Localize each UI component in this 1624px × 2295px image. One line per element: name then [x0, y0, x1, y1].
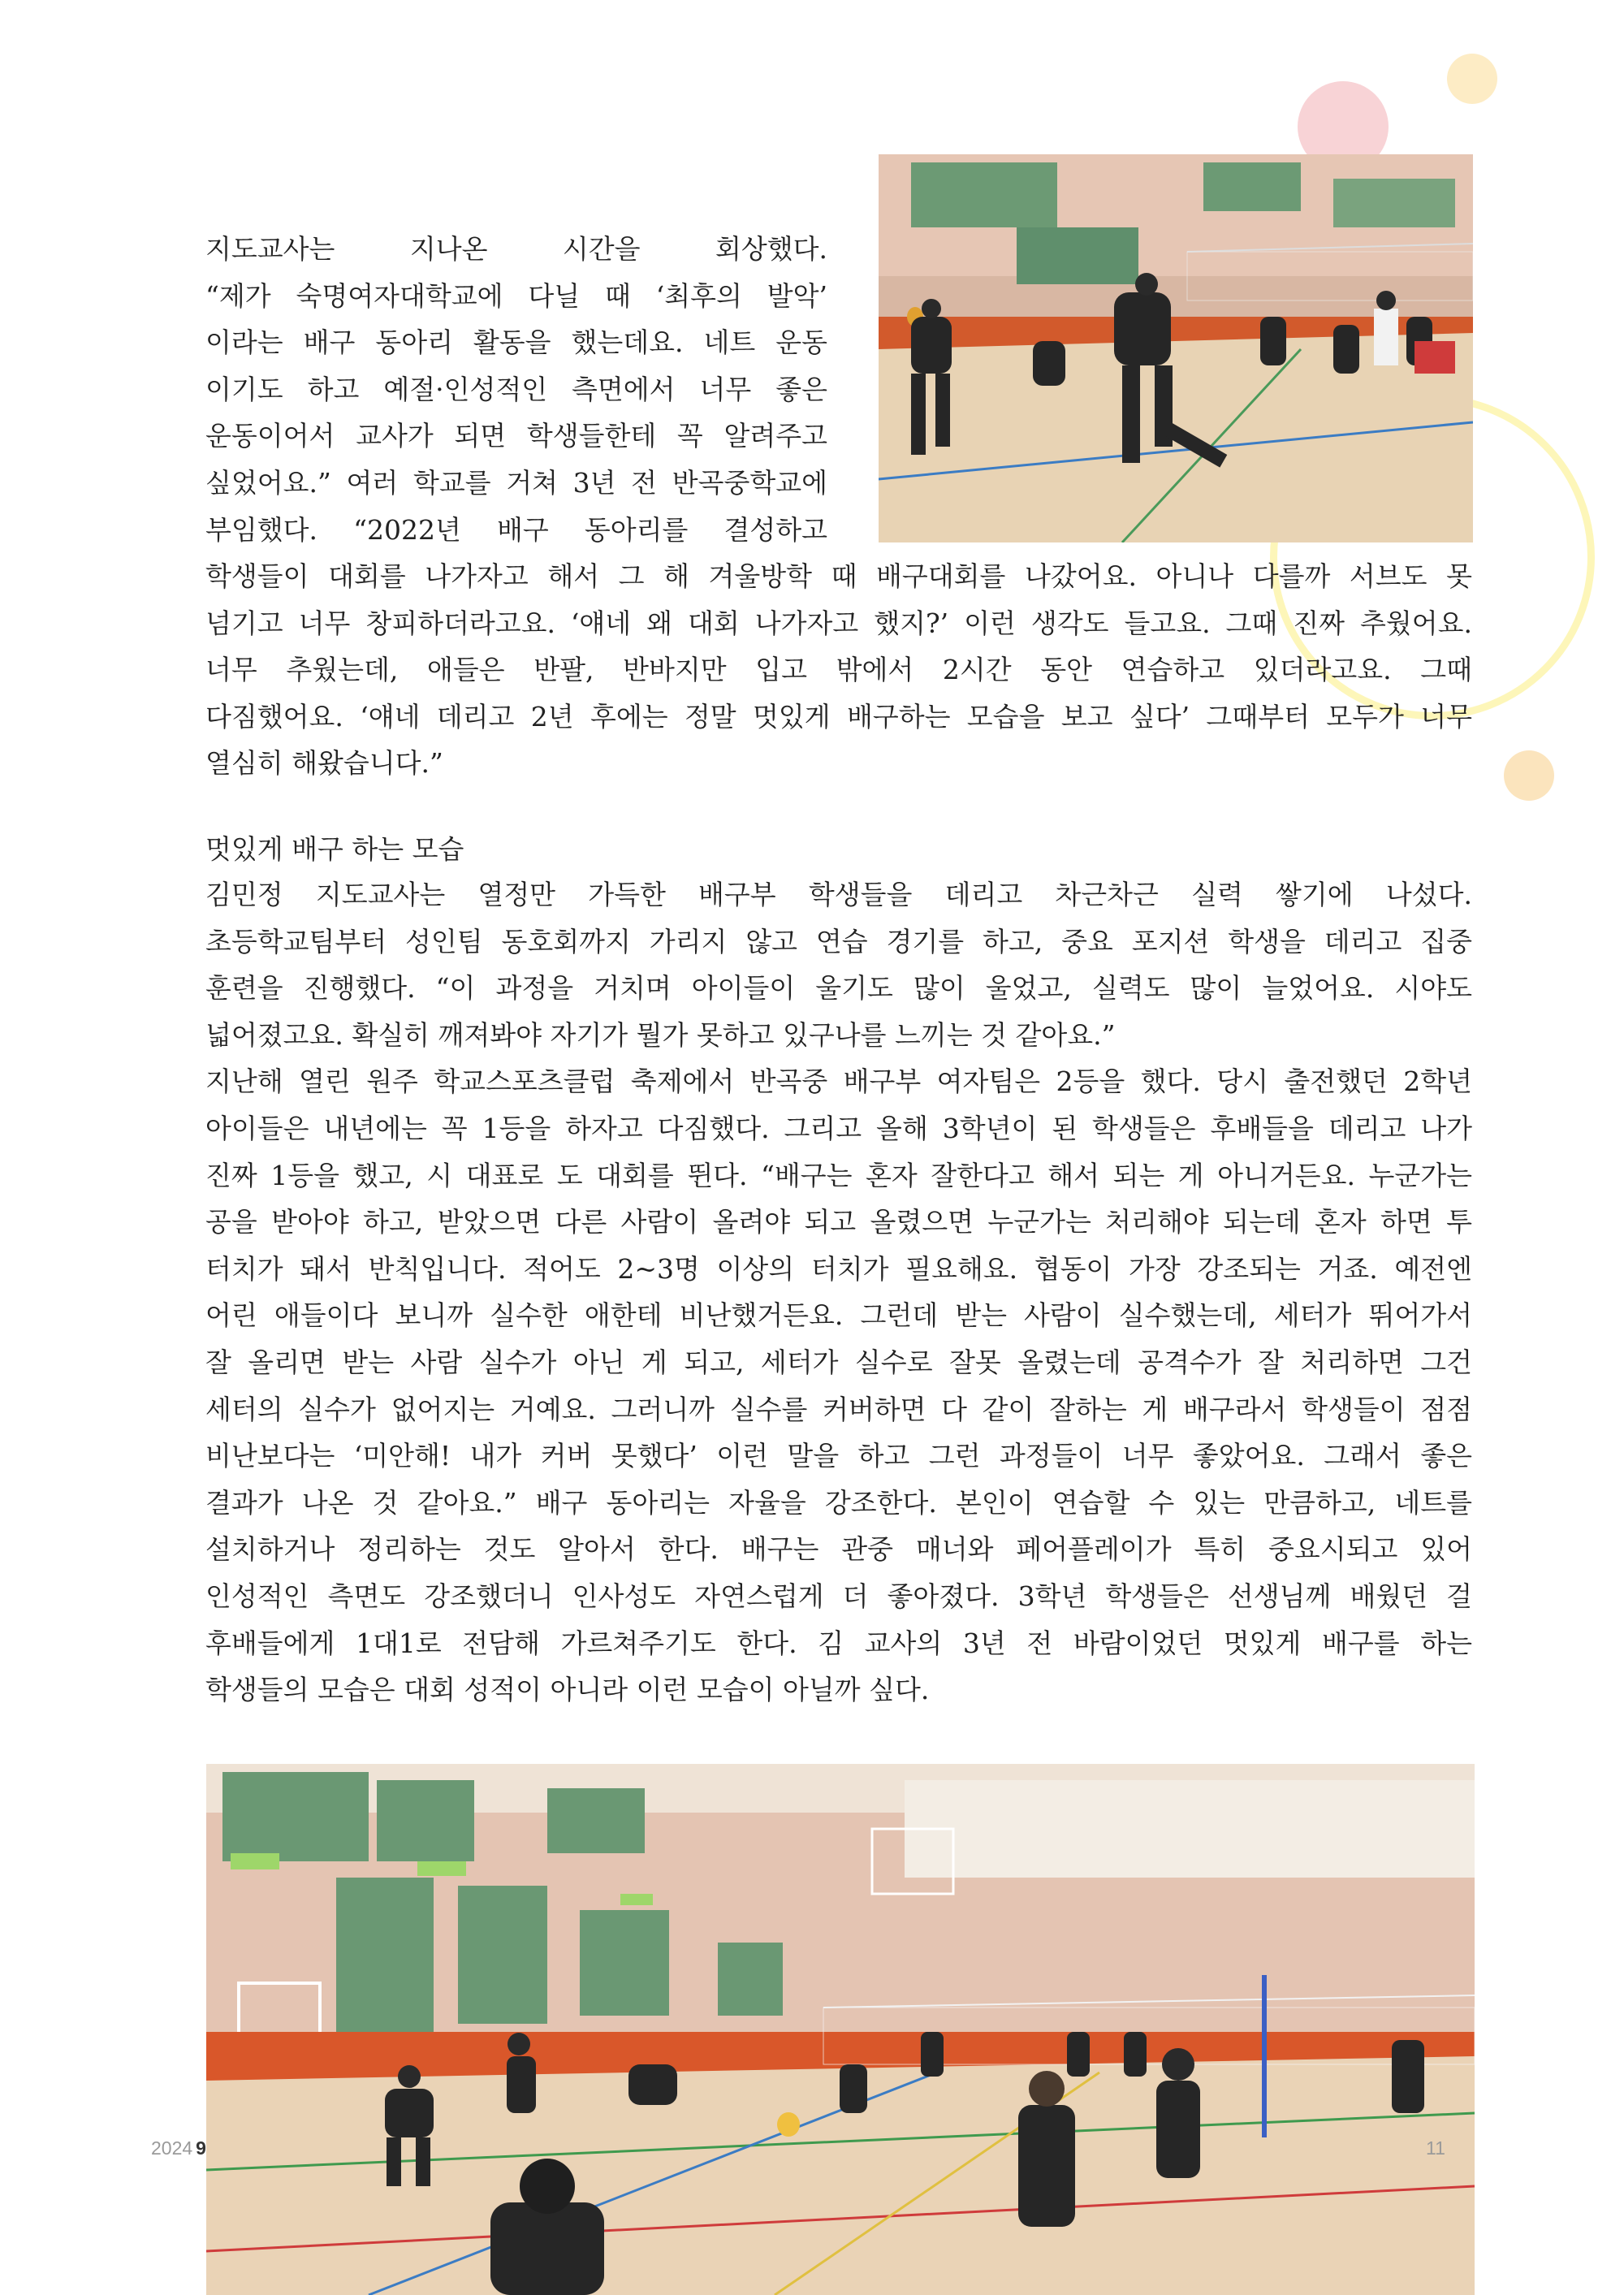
- text-line: 학생들이 대회를 나가자고 해서 그 해 겨울방학 때 배구대회를 나갔어요. 아니나 다를까 서브도 못: [205, 560, 1472, 592]
- text-line: 아이들은 내년에는 꼭 1등을 하자고 다짐했다. 그리고 올해 3학년이 된 학생들은 후배들을 데리고 나가: [205, 1112, 1472, 1144]
- text-line: 공을 받아야 하고, 받았으면 다른 사람이 올려야 되고 올렸으면 누군가는 처리해야 되는데 혼자 하면 투: [205, 1206, 1472, 1238]
- text-line: 진짜 1등을 했고, 시 대표로 도 대회를 뛴다. “배구는 혼자 잘한다고 해서 되는 게 아니거든요. 누군가는: [205, 1159, 1472, 1191]
- text-line: 열심히 해왔습니다.”: [205, 747, 443, 780]
- text-line: “제가 숙명여자대학교에 다닐 때 ‘최후의 발악’: [205, 279, 827, 312]
- text-line: 설치하거나 정리하는 것도 알아서 한다. 배구는 관중 매너와 페어플레이가 특히 중요시되고 있어: [205, 1533, 1472, 1566]
- text-line: 부임했다. “2022년 배구 동아리를 결성하고: [205, 513, 827, 546]
- text-line: 김민정 지도교사는 열정만 가득한 배구부 학생들을 데리고 차근차근 실력 쌓기에 나섰다.: [205, 879, 1472, 910]
- page-number: 11: [1426, 2137, 1445, 2159]
- text-line: 넓어졌고요. 확실히 깨져봐야 자기가 뭘가 못하고 있구나를 느끼는 것 같아요.”: [205, 1018, 1116, 1051]
- text-line: 잘 올리면 받는 사람 실수가 아닌 게 되고, 세터가 실수로 잘못 올렸는데 공격수가 잘 처리하면 그건: [205, 1346, 1472, 1378]
- paragraph-main: [205, 871, 1472, 1714]
- decor-cream-circle-top: [1447, 54, 1497, 104]
- text-line: 세터의 실수가 없어지는 거예요. 그러니까 실수를 커버하면 다 같이 잘하는 게 배구라서 학생들이 점점: [205, 1393, 1472, 1425]
- text-line: 이라는 배구 동아리 활동을 했는데요. 네트 운동: [205, 326, 827, 359]
- paragraph-intro-full: [205, 553, 1472, 787]
- text-line: 터치가 돼서 반칙입니다. 적어도 2~3명 이상의 터치가 필요해요. 협동이 가장 강조되는 거죠. 예전엔: [205, 1252, 1472, 1285]
- text-line: 인성적인 측면도 강조했더니 인사성도 자연스럽게 더 좋아졌다. 3학년 학생들은 선생님께 배웠던 걸: [205, 1580, 1472, 1612]
- text-line: 이기도 하고 예절·인성적인 측면에서 너무 좋은: [205, 373, 827, 405]
- text-line: 결과가 나온 것 같아요.” 배구 동아리는 자율을 강조한다. 본인이 연습할 수 있는 만큼하고, 네트를: [205, 1486, 1472, 1519]
- photo-gymnasium-training: [206, 1764, 1475, 2295]
- text-line: 훈련을 진행했다. “이 과정을 거치며 아이들이 울기도 많이 울었고, 실력도 많이 늘었어요. 시야도: [205, 972, 1472, 1005]
- text-line: 어린 애들이다 보니까 실수한 애한테 비난했거든요. 그런데 받는 사람이 실수했는데, 세터가 뛰어가서: [205, 1299, 1472, 1332]
- text-line: 비난보다는 ‘미안해! 내가 커버 못했다’ 이런 말을 하고 그런 과정들이 너무 좋았어요. 그래서 좋은: [205, 1440, 1472, 1472]
- photo-volleyball-practice: [879, 154, 1473, 542]
- section-heading: 멋있게 배구 하는 모습: [205, 833, 464, 865]
- text-line: 다짐했어요. ‘얘네 데리고 2년 후에는 정말 멋있게 배구하는 모습을 보고 싶다’ 그때부터 모두가 너무: [205, 700, 1472, 733]
- text-line: 너무 추웠는데, 애들은 반팔, 반바지만 입고 밖에서 2시간 동안 연습하고 있더라고요. 그때: [205, 654, 1472, 686]
- text-line: 초등학교팀부터 성인팀 동호회까지 가리지 않고 연습 경기를 하고, 중요 포지션 학생을 데리고 집중: [205, 925, 1472, 957]
- footer-issue-date: [151, 2137, 206, 2159]
- footer-year: 2024: [151, 2137, 193, 2159]
- text-line: 학생들의 모습은 대회 성적이 아니라 이런 모습이 아닐까 싶다.: [205, 1674, 930, 1706]
- text-line: 싶었어요.” 여러 학교를 거쳐 3년 전 반곡중학교에: [205, 466, 827, 499]
- footer-month: 9: [196, 2137, 206, 2159]
- text-line: 지도교사는 지나온 시간을 회상했다.: [205, 233, 827, 265]
- text-line: 운동이어서 교사가 되면 학생들한테 꼭 알려주고: [205, 420, 827, 452]
- text-line: 후배들에게 1대1로 전담해 가르쳐주기도 한다. 김 교사의 3년 전 바람이었던 멋있게 배구를 하는: [205, 1627, 1472, 1659]
- text-line: 넘기고 너무 창피하더라고요. ‘얘네 왜 대회 나가자고 했지?’ 이런 생각도 들고요. 그때 진짜 추웠어요.: [205, 607, 1472, 639]
- decor-cream-circle-mid: [1504, 750, 1554, 801]
- text-line: 지난해 열린 원주 학교스포츠클럽 축제에서 반곡중 배구부 여자팀은 2등을 했다. 당시 출전했던 2학년: [205, 1065, 1472, 1098]
- paragraph-intro-wrapped: [205, 226, 827, 553]
